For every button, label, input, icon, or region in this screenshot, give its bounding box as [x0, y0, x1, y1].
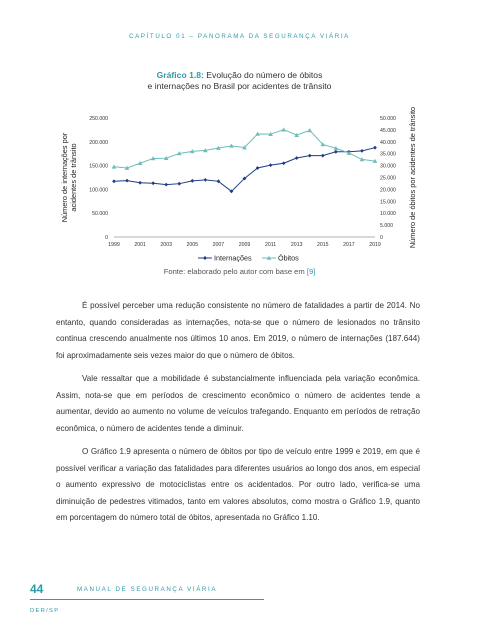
y-right-axis-title: Número de óbitos por acidentes de trânsito: [408, 106, 417, 249]
x-tick-label: 2005: [186, 242, 199, 248]
x-tick-label: 2007: [212, 242, 225, 248]
chart-title-line1: Evolução do número de óbitos: [203, 70, 323, 80]
footer-organization: DER/SP: [30, 608, 60, 614]
y-left-tick-label: 150.000: [89, 163, 108, 170]
x-tick-label: 2013: [290, 242, 303, 248]
x-tick-label: 2019: [369, 242, 381, 248]
x-tick-label: 2009: [238, 242, 251, 248]
data-point-1: [373, 146, 377, 150]
paragraph-3: O Gráfico 1.9 apresenta o número de óbitos por tipo de veículo entre 1999 e 2019, em que é possível verificar a variação das fatalidades para diferentes usuários ao longo dos anos, em especial o aumento expressivo de motociclistas entre os acidentados. Por outro lado, verifica-se uma diminuição de pedestres vitimados, tanto em valores absolutos, como mostra o Gráfico 1.9, quanto em porcentagem do número total de óbitos, apresentada no Gráfico 1.10.: [56, 447, 420, 522]
y-right-tick-label: 15.000: [380, 199, 396, 206]
legend-label-2: Óbitos: [278, 253, 299, 263]
data-point-1: [321, 154, 325, 158]
y-right-tick-label: 50.000: [380, 116, 396, 122]
data-point-1: [203, 178, 207, 182]
chart-title: [0, 70, 479, 92]
paragraph-2: Vale ressaltar que a mobilidade é substancialmente influenciada pela variação econômica. Assim, nota-se que em períodos de crescimento econômico o número de acidentes tende a aumentar, devido ao aumento no volume de veículos trafegando. Enquanto em períodos de retração econômica, o número de acidentes tende a diminuir.: [56, 374, 420, 433]
chart-title-prefix: Gráfico 1.8:: [156, 70, 204, 80]
data-point-1: [164, 183, 168, 187]
body-text: [56, 298, 420, 534]
page-number: 44: [30, 582, 44, 596]
data-point-2: [281, 127, 286, 131]
legend-marker-1: [203, 256, 207, 260]
data-point-1: [112, 179, 116, 183]
legend-label-1: Internações: [214, 253, 252, 263]
data-point-1: [269, 163, 273, 167]
y-left-tick-label: 250.000: [89, 116, 108, 122]
y-left-tick-label: 0: [105, 235, 108, 241]
chart-title-line2: e internações no Brasil por acidentes de trânsito: [147, 81, 332, 91]
data-point-1: [334, 150, 338, 154]
y-right-tick-label: 45.000: [380, 127, 396, 134]
footer-manual-title: MANUAL DE SEGURANÇA VIÁRIA: [77, 586, 218, 593]
paragraph-1: É possível perceber uma redução consistente no número de fatalidades a partir de 2014. No entanto, quando consideradas as internações, nota-se que o número de lesionados no trânsito continua crescendo anualmente nos últimos 10 anos. Em 2019, o número de internações (187.644) foi aproximadamente seis vezes maior do que o número de óbitos.: [56, 301, 420, 360]
y-left-axis-title-line2: acidentes de trânsito: [69, 143, 78, 212]
footer-divider: [30, 599, 264, 600]
chart-source: [0, 267, 479, 276]
source-reference-link[interactable]: [9]: [306, 267, 316, 276]
data-point-2: [307, 128, 312, 132]
x-tick-label: 2017: [343, 242, 355, 248]
chapter-header: CAPÍTULO 01 – PANORAMA DA SEGURANÇA VIÁRIA: [129, 33, 350, 40]
data-point-1: [177, 182, 181, 186]
y-left-axis-title-line1: Número de internações por: [60, 132, 69, 223]
x-tick-label: 1999: [108, 242, 120, 248]
y-left-tick-label: 100.000: [89, 187, 108, 194]
x-tick-label: 2011: [265, 242, 277, 248]
data-point-1: [360, 149, 364, 153]
y-left-tick-label: 200.000: [89, 139, 108, 146]
x-tick-label: 2015: [317, 242, 329, 248]
y-left-tick-label: 50.000: [92, 211, 108, 218]
y-right-tick-label: 30.000: [380, 163, 396, 170]
source-text: Fonte: elaborado pelo autor com base em: [163, 267, 307, 276]
x-tick-label: 2003: [160, 242, 172, 248]
data-point-1: [295, 156, 299, 160]
y-right-tick-label: 35.000: [380, 151, 396, 158]
data-point-1: [125, 179, 129, 183]
data-point-1: [308, 154, 312, 158]
y-right-tick-label: 20.000: [380, 187, 396, 194]
y-right-tick-label: 25.000: [380, 175, 396, 182]
y-right-tick-label: 5.000: [380, 223, 393, 230]
x-tick-label: 2001: [134, 242, 146, 248]
data-point-1: [138, 181, 142, 185]
data-point-1: [282, 161, 286, 165]
y-right-tick-label: 40.000: [380, 139, 396, 146]
line-chart: [0, 98, 479, 266]
y-right-tick-label: 10.000: [380, 211, 396, 218]
data-point-1: [190, 179, 194, 183]
data-point-1: [151, 181, 155, 185]
y-right-tick-label: 0: [380, 235, 383, 241]
